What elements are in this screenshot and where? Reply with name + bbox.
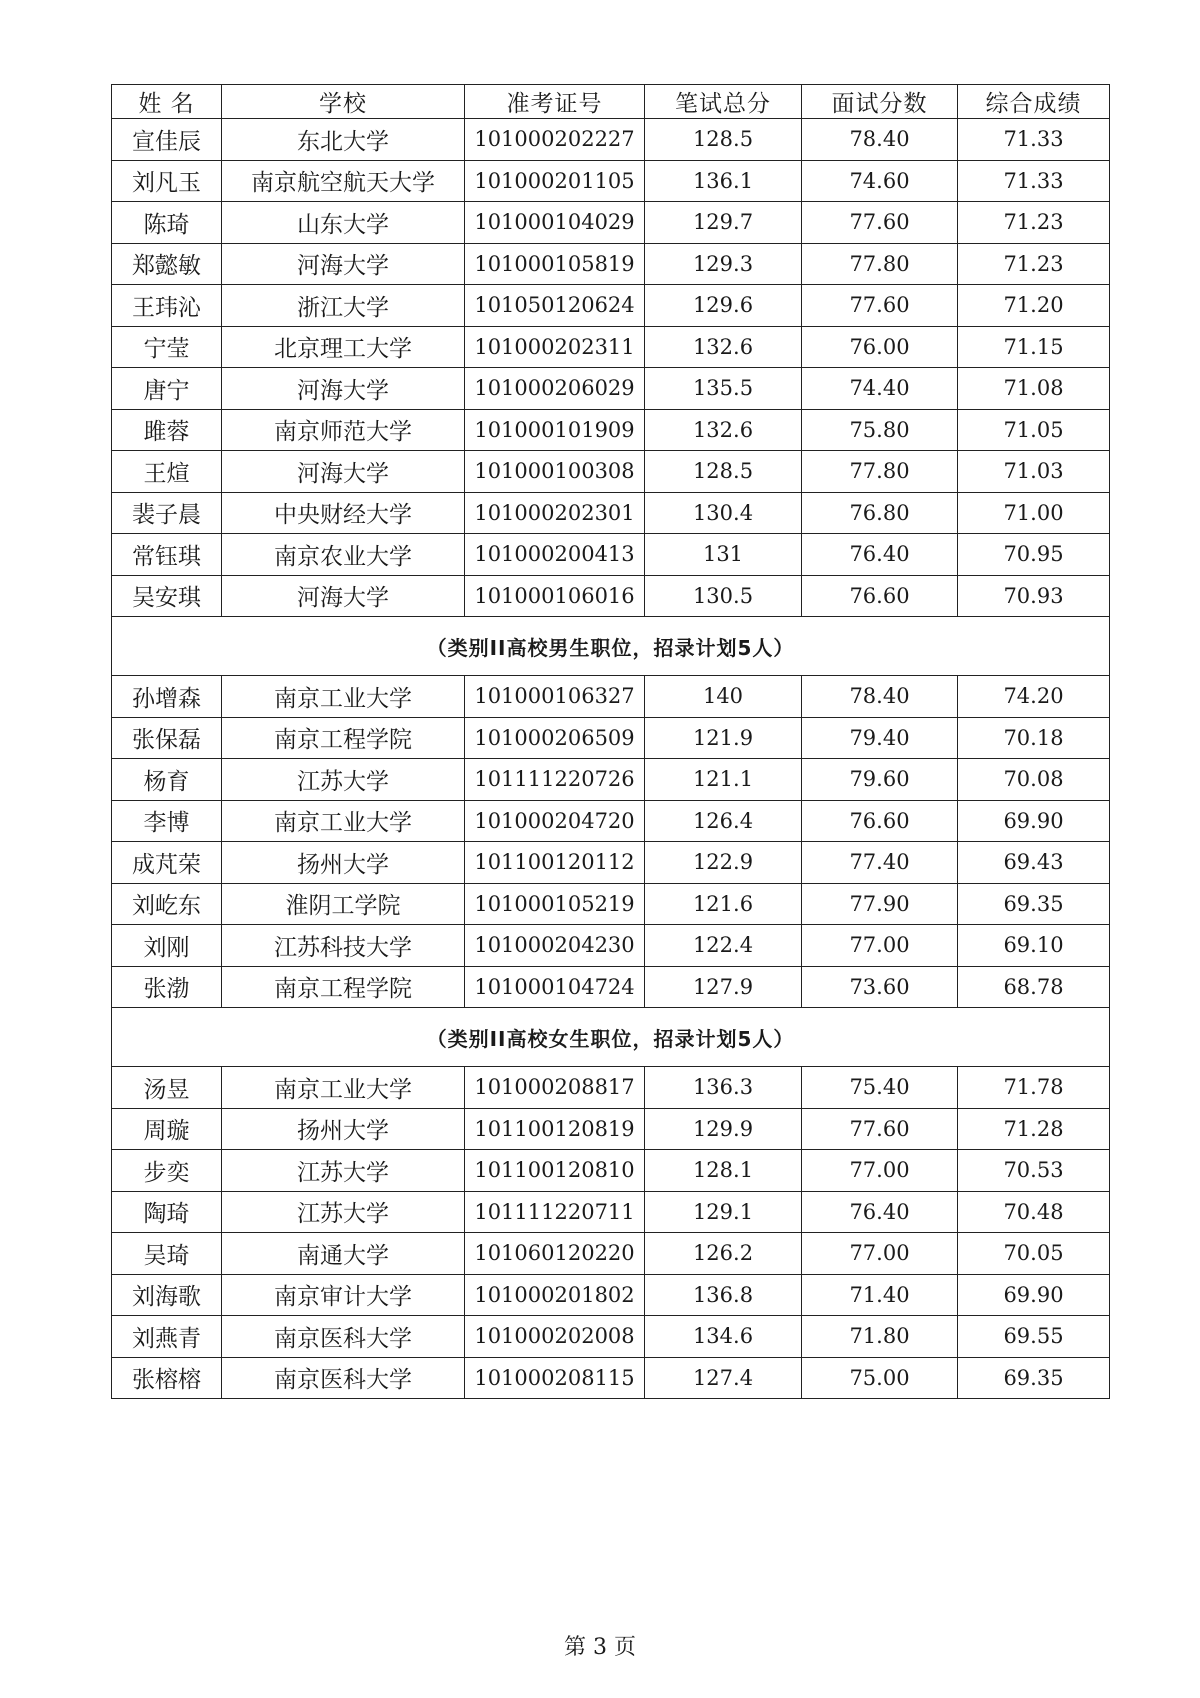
table-body (112, 119, 1110, 1399)
cell-written-score: 127.9 (645, 966, 802, 1008)
cell-school: 东北大学 (222, 119, 465, 161)
cell-name: 宣佳辰 (112, 119, 222, 161)
cell-interview-score: 77.90 (802, 883, 958, 925)
cell-interview-score: 76.40 (802, 1191, 958, 1233)
cell-name: 李博 (112, 800, 222, 842)
cell-exam-id: 101100120819 (465, 1108, 645, 1150)
cell-overall-score: 70.53 (958, 1150, 1110, 1192)
cell-name: 王煊 (112, 451, 222, 493)
cell-written-score: 122.9 (645, 842, 802, 884)
cell-written-score: 129.3 (645, 243, 802, 285)
cell-written-score: 129.7 (645, 202, 802, 244)
table-row (112, 1067, 1110, 1109)
table-row (112, 492, 1110, 534)
section-heading: （类别II高校男生职位，招录计划5人） (112, 617, 1110, 676)
cell-written-score: 126.4 (645, 800, 802, 842)
cell-written-score: 136.1 (645, 160, 802, 202)
cell-interview-score: 76.00 (802, 326, 958, 368)
cell-written-score: 134.6 (645, 1316, 802, 1358)
cell-interview-score: 74.40 (802, 368, 958, 410)
cell-exam-id: 101000202311 (465, 326, 645, 368)
table-row (112, 285, 1110, 327)
cell-written-score: 140 (645, 676, 802, 718)
cell-overall-score: 71.00 (958, 492, 1110, 534)
cell-school: 南京审计大学 (222, 1274, 465, 1316)
section-heading-row (112, 617, 1110, 676)
cell-written-score: 135.5 (645, 368, 802, 410)
cell-exam-id: 101000206029 (465, 368, 645, 410)
cell-school: 南京工业大学 (222, 800, 465, 842)
cell-school: 南京医科大学 (222, 1316, 465, 1358)
header-written-score: 笔试总分 (645, 85, 802, 119)
cell-interview-score: 77.40 (802, 842, 958, 884)
cell-overall-score: 69.90 (958, 800, 1110, 842)
cell-overall-score: 69.55 (958, 1316, 1110, 1358)
cell-exam-id: 101000104724 (465, 966, 645, 1008)
cell-overall-score: 71.15 (958, 326, 1110, 368)
cell-school: 南京工业大学 (222, 676, 465, 718)
table-row (112, 1108, 1110, 1150)
cell-exam-id: 101111220726 (465, 759, 645, 801)
cell-written-score: 132.6 (645, 409, 802, 451)
cell-name: 张保磊 (112, 717, 222, 759)
cell-interview-score: 77.00 (802, 1233, 958, 1275)
table-row (112, 1191, 1110, 1233)
cell-name: 裴子晨 (112, 492, 222, 534)
cell-name: 成芃荣 (112, 842, 222, 884)
cell-name: 汤昱 (112, 1067, 222, 1109)
cell-interview-score: 77.60 (802, 285, 958, 327)
header-name: 姓 名 (112, 85, 222, 119)
table-row (112, 676, 1110, 718)
table-row (112, 202, 1110, 244)
cell-name: 张渤 (112, 966, 222, 1008)
cell-interview-score: 79.60 (802, 759, 958, 801)
table-row (112, 1150, 1110, 1192)
cell-overall-score: 69.35 (958, 883, 1110, 925)
cell-interview-score: 71.40 (802, 1274, 958, 1316)
cell-overall-score: 71.78 (958, 1067, 1110, 1109)
cell-interview-score: 78.40 (802, 119, 958, 161)
cell-exam-id: 101000204720 (465, 800, 645, 842)
cell-written-score: 128.5 (645, 119, 802, 161)
cell-written-score: 136.3 (645, 1067, 802, 1109)
cell-school: 河海大学 (222, 368, 465, 410)
cell-exam-id: 101000208115 (465, 1357, 645, 1399)
cell-school: 南京工程学院 (222, 717, 465, 759)
cell-school: 江苏大学 (222, 759, 465, 801)
cell-overall-score: 70.93 (958, 575, 1110, 617)
results-table (111, 84, 1110, 1399)
cell-interview-score: 76.60 (802, 575, 958, 617)
table-row (112, 1357, 1110, 1399)
table-row (112, 925, 1110, 967)
cell-name: 宁莹 (112, 326, 222, 368)
cell-name: 刘屹东 (112, 883, 222, 925)
cell-exam-id: 101060120220 (465, 1233, 645, 1275)
table-row (112, 800, 1110, 842)
cell-exam-id: 101000105219 (465, 883, 645, 925)
cell-interview-score: 77.60 (802, 1108, 958, 1150)
cell-exam-id: 101000106016 (465, 575, 645, 617)
cell-name: 刘凡玉 (112, 160, 222, 202)
cell-written-score: 121.1 (645, 759, 802, 801)
cell-school: 南京医科大学 (222, 1357, 465, 1399)
table-row (112, 409, 1110, 451)
header-exam-id: 准考证号 (465, 85, 645, 119)
cell-overall-score: 71.20 (958, 285, 1110, 327)
cell-name: 孙增森 (112, 676, 222, 718)
cell-school: 南京师范大学 (222, 409, 465, 451)
cell-written-score: 121.6 (645, 883, 802, 925)
cell-overall-score: 70.08 (958, 759, 1110, 801)
cell-written-score: 131 (645, 534, 802, 576)
cell-name: 杨育 (112, 759, 222, 801)
table-row (112, 160, 1110, 202)
cell-interview-score: 75.00 (802, 1357, 958, 1399)
section-heading-row (112, 1008, 1110, 1067)
cell-overall-score: 69.35 (958, 1357, 1110, 1399)
cell-school: 扬州大学 (222, 842, 465, 884)
cell-written-score: 122.4 (645, 925, 802, 967)
cell-overall-score: 71.03 (958, 451, 1110, 493)
cell-interview-score: 75.40 (802, 1067, 958, 1109)
cell-written-score: 132.6 (645, 326, 802, 368)
cell-exam-id: 101111220711 (465, 1191, 645, 1233)
header-interview-score: 面试分数 (802, 85, 958, 119)
cell-written-score: 130.5 (645, 575, 802, 617)
cell-exam-id: 101000202008 (465, 1316, 645, 1358)
cell-overall-score: 70.05 (958, 1233, 1110, 1275)
cell-overall-score: 71.28 (958, 1108, 1110, 1150)
cell-interview-score: 77.80 (802, 451, 958, 493)
cell-written-score: 126.2 (645, 1233, 802, 1275)
cell-exam-id: 101000208817 (465, 1067, 645, 1109)
cell-name: 刘燕青 (112, 1316, 222, 1358)
cell-overall-score: 70.48 (958, 1191, 1110, 1233)
cell-overall-score: 68.78 (958, 966, 1110, 1008)
cell-exam-id: 101000106327 (465, 676, 645, 718)
cell-overall-score: 69.10 (958, 925, 1110, 967)
table-row (112, 759, 1110, 801)
cell-name: 吴安琪 (112, 575, 222, 617)
cell-written-score: 127.4 (645, 1357, 802, 1399)
cell-overall-score: 71.33 (958, 160, 1110, 202)
cell-exam-id: 101000200413 (465, 534, 645, 576)
table-row (112, 119, 1110, 161)
cell-name: 周璇 (112, 1108, 222, 1150)
cell-exam-id: 101000201105 (465, 160, 645, 202)
cell-written-score: 129.9 (645, 1108, 802, 1150)
cell-written-score: 121.9 (645, 717, 802, 759)
table-row (112, 1274, 1110, 1316)
results-sheet (111, 84, 1109, 1399)
cell-interview-score: 76.80 (802, 492, 958, 534)
table-row (112, 243, 1110, 285)
cell-overall-score: 71.33 (958, 119, 1110, 161)
cell-name: 刘刚 (112, 925, 222, 967)
cell-name: 陶琦 (112, 1191, 222, 1233)
cell-exam-id: 101050120624 (465, 285, 645, 327)
cell-written-score: 136.8 (645, 1274, 802, 1316)
cell-interview-score: 75.80 (802, 409, 958, 451)
cell-exam-id: 101000100308 (465, 451, 645, 493)
table-row (112, 1233, 1110, 1275)
cell-written-score: 129.6 (645, 285, 802, 327)
cell-interview-score: 76.60 (802, 800, 958, 842)
cell-school: 南京工业大学 (222, 1067, 465, 1109)
cell-school: 浙江大学 (222, 285, 465, 327)
table-row (112, 717, 1110, 759)
header-row (112, 85, 1110, 119)
table-row (112, 534, 1110, 576)
cell-name: 步奕 (112, 1150, 222, 1192)
cell-interview-score: 77.60 (802, 202, 958, 244)
cell-overall-score: 71.08 (958, 368, 1110, 410)
cell-school: 江苏科技大学 (222, 925, 465, 967)
cell-overall-score: 69.90 (958, 1274, 1110, 1316)
cell-exam-id: 101000104029 (465, 202, 645, 244)
cell-overall-score: 70.95 (958, 534, 1110, 576)
cell-overall-score: 74.20 (958, 676, 1110, 718)
table-row (112, 326, 1110, 368)
cell-interview-score: 76.40 (802, 534, 958, 576)
cell-interview-score: 77.80 (802, 243, 958, 285)
cell-written-score: 129.1 (645, 1191, 802, 1233)
cell-exam-id: 101100120112 (465, 842, 645, 884)
cell-exam-id: 101000101909 (465, 409, 645, 451)
cell-name: 郑懿敏 (112, 243, 222, 285)
table-row (112, 966, 1110, 1008)
cell-school: 江苏大学 (222, 1191, 465, 1233)
cell-name: 王玮沁 (112, 285, 222, 327)
cell-school: 河海大学 (222, 243, 465, 285)
cell-overall-score: 71.23 (958, 243, 1110, 285)
cell-name: 吴琦 (112, 1233, 222, 1275)
cell-overall-score: 69.43 (958, 842, 1110, 884)
cell-name: 常钰琪 (112, 534, 222, 576)
cell-interview-score: 77.00 (802, 925, 958, 967)
section-heading: （类别II高校女生职位，招录计划5人） (112, 1008, 1110, 1067)
cell-exam-id: 101100120810 (465, 1150, 645, 1192)
cell-interview-score: 77.00 (802, 1150, 958, 1192)
table-row (112, 451, 1110, 493)
cell-exam-id: 101000202227 (465, 119, 645, 161)
header-school: 学校 (222, 85, 465, 119)
cell-school: 南京航空航天大学 (222, 160, 465, 202)
cell-interview-score: 74.60 (802, 160, 958, 202)
table-row (112, 842, 1110, 884)
cell-school: 南京农业大学 (222, 534, 465, 576)
cell-written-score: 128.5 (645, 451, 802, 493)
cell-school: 河海大学 (222, 575, 465, 617)
cell-school: 山东大学 (222, 202, 465, 244)
cell-interview-score: 73.60 (802, 966, 958, 1008)
cell-name: 张榕榕 (112, 1357, 222, 1399)
cell-school: 南通大学 (222, 1233, 465, 1275)
cell-school: 扬州大学 (222, 1108, 465, 1150)
page-number: 第 3 页 (564, 1635, 636, 1660)
cell-name: 陈琦 (112, 202, 222, 244)
cell-school: 中央财经大学 (222, 492, 465, 534)
cell-exam-id: 101000204230 (465, 925, 645, 967)
cell-exam-id: 101000202301 (465, 492, 645, 534)
table-row (112, 883, 1110, 925)
cell-written-score: 128.1 (645, 1150, 802, 1192)
cell-interview-score: 78.40 (802, 676, 958, 718)
cell-school: 南京工程学院 (222, 966, 465, 1008)
cell-exam-id: 101000206509 (465, 717, 645, 759)
cell-overall-score: 70.18 (958, 717, 1110, 759)
cell-name: 唐宁 (112, 368, 222, 410)
cell-interview-score: 71.80 (802, 1316, 958, 1358)
cell-exam-id: 101000201802 (465, 1274, 645, 1316)
cell-school: 北京理工大学 (222, 326, 465, 368)
table-row (112, 368, 1110, 410)
table-row (112, 575, 1110, 617)
cell-overall-score: 71.23 (958, 202, 1110, 244)
cell-written-score: 130.4 (645, 492, 802, 534)
cell-school: 江苏大学 (222, 1150, 465, 1192)
cell-overall-score: 71.05 (958, 409, 1110, 451)
cell-name: 刘海歌 (112, 1274, 222, 1316)
cell-name: 雎蓉 (112, 409, 222, 451)
cell-school: 河海大学 (222, 451, 465, 493)
cell-exam-id: 101000105819 (465, 243, 645, 285)
header-overall-score: 综合成绩 (958, 85, 1110, 119)
cell-interview-score: 79.40 (802, 717, 958, 759)
table-row (112, 1316, 1110, 1358)
cell-school: 淮阴工学院 (222, 883, 465, 925)
